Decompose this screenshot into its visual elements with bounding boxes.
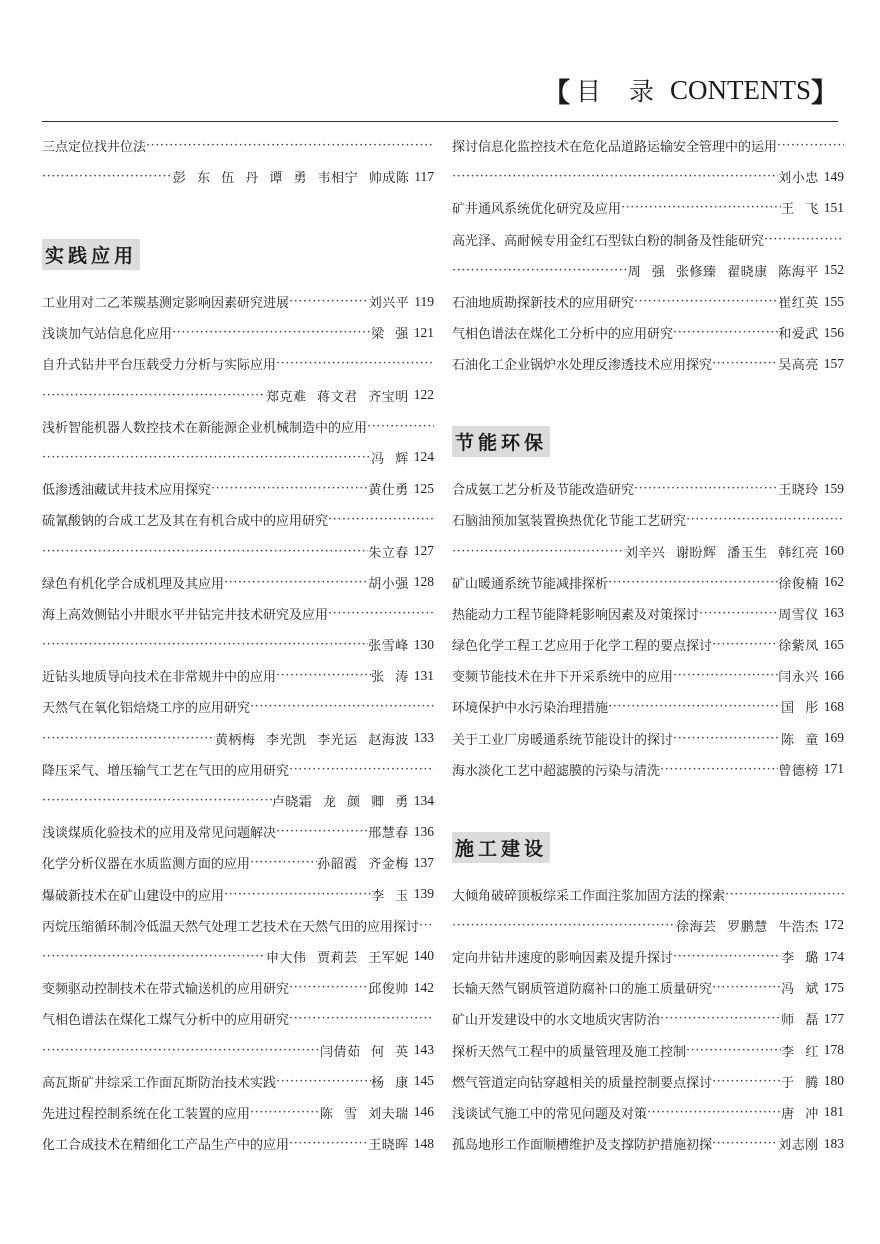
dot-leader [289,762,434,777]
toc-entry-authors: 周雪仪 [778,607,819,623]
toc-entry-title: 工业用对二乙苯羰基测定影响因素研究进展 [42,296,290,312]
toc-entry-authors: 梁 强 [371,327,409,343]
toc-entry-title: 矿山暖通系统节能减排探析 [452,576,609,592]
toc-entry-authors: 张雪峰 [368,639,409,655]
toc-entry[interactable] [452,130,844,161]
toc-entry-authors: 孙韶霞 齐金梅 [317,857,409,873]
dot-leader [712,356,778,371]
dot-leader [452,263,628,278]
toc-entry[interactable] [42,411,434,442]
toc-entry[interactable] [42,879,434,910]
toc-entry-title: 先进过程控制系统在化工装置的应用 [42,1106,251,1122]
toc-entry-title: 气相色谱法在煤化工分析中的应用研究 [452,327,674,343]
toc-entry-page: 168 [823,698,844,714]
toc-entry[interactable] [42,598,434,629]
toc-entry-title: 爆破新技术在矿山建设中的应用 [42,888,225,904]
toc-entry[interactable] [42,1003,434,1034]
toc-authors-line[interactable] [42,442,434,473]
toc-entry-authors: 曾德榜 [778,763,819,779]
toc-entry[interactable] [452,473,844,504]
toc-entry-authors: 闫永兴 [778,670,819,686]
toc-entry-title: 浅谈试气施工中的常见问题及对策 [452,1106,648,1122]
dot-leader [608,699,781,714]
dot-leader [42,793,272,808]
toc-entry[interactable] [42,910,434,941]
toc-entry[interactable] [42,972,434,1003]
toc-entry-page: 125 [413,480,434,496]
toc-entry-title: 变频节能技术在井下开采系统中的应用 [452,670,674,686]
toc-entry[interactable] [42,317,434,348]
toc-entry-page: 156 [823,324,844,340]
toc-entry-title: 长输天然气钢质管道防腐补口的施工质量研究 [452,982,713,998]
dot-leader [452,169,778,184]
toc-entry-title: 浅谈加气站信息化应用 [42,327,173,343]
left-column [42,130,434,1159]
toc-entry-title: 海上高效侧钻小井眼水平井钻完井技术研究及应用 [42,607,329,623]
contents-header [543,70,838,110]
toc-entry-authors: 刘小忠 [778,171,819,187]
toc-entry[interactable] [452,941,844,972]
dot-leader [289,294,369,309]
dot-leader [289,1011,434,1026]
dot-leader [276,824,368,839]
toc-entry[interactable] [452,754,844,785]
toc-entry-page: 146 [413,1104,434,1120]
toc-entry-authors: 冯 辉 [371,451,409,467]
dot-leader [276,668,371,683]
toc-entry-title: 气相色谱法在煤化工煤气分析中的应用研究 [42,1013,290,1029]
toc-entry-title: 矿井通风系统优化研究及应用 [452,202,622,218]
dot-leader [660,762,778,777]
toc-entry-authors: 崔红英 [778,296,819,312]
dot-leader [660,1011,781,1026]
toc-entry[interactable] [42,348,434,379]
dot-leader [42,637,368,652]
toc-entry-title: 近钻头地质导向技术在非常规井中的应用 [42,670,277,686]
toc-entry-authors: 杨 康 [371,1075,409,1091]
toc-entry[interactable] [452,317,844,348]
toc-entry-title: 海水淡化工艺中超滤膜的污染与清洗 [452,763,661,779]
toc-entry-authors: 吴高亮 [778,358,819,374]
header-divider [42,121,838,122]
toc-authors-line[interactable] [452,255,844,286]
toc-entry-page: 145 [413,1073,434,1089]
toc-entry-title: 大倾角破碎顶板综采工作面注浆加固方法的探索 [452,888,726,904]
toc-entry-page: 160 [823,543,844,559]
toc-authors-line[interactable] [42,629,434,660]
toc-authors-line[interactable] [42,723,434,754]
dot-leader [367,419,434,434]
toc-entry-title: 化学分析仪器在水质监测方面的应用 [42,857,251,873]
toc-entry-page: 128 [413,574,434,590]
toc-entry-authors: 卢晓霜 龙 颜 卿 勇 [271,795,409,811]
toc-entry-page: 175 [823,979,844,995]
bracket-right: 】 [811,77,838,109]
toc-entry-authors: 冯 斌 [781,982,819,998]
toc-entry-authors: 刘兴平 [368,296,410,312]
toc-entry-title: 关于工业厂房暖通系统节能设计的探讨 [452,732,674,748]
toc-entry-page: 134 [413,792,434,808]
dot-leader [276,1074,371,1089]
dot-leader [289,1136,368,1151]
dot-leader [419,918,434,933]
toc-entry[interactable] [452,1034,844,1065]
toc-entry[interactable] [452,879,844,910]
toc-entry-page: 139 [413,886,434,902]
toc-entry-page: 180 [823,1073,844,1089]
dot-leader [777,138,844,153]
toc-entry-page: 127 [413,543,434,559]
dot-leader [289,980,368,995]
toc-entry-authors: 闫倩茹 何 英 [319,1044,409,1060]
toc-entry-authors: 唐 冲 [781,1106,819,1122]
toc-entry-title: 三点定位找井位法 [42,140,147,156]
toc-entry-title: 变频驱动控制技术在带式输送机的应用研究 [42,982,290,998]
toc-entry-title: 孤岛地形工作面顺槽维护及支撑防护措施初探 [452,1138,713,1154]
section-spacer [452,380,844,411]
toc-entry-page: 177 [823,1010,844,1026]
toc-entry-title: 硫氰酸钠的合成工艺及其在有机合成中的应用研究 [42,514,329,530]
toc-entry-authors: 黄仕勇 [368,483,409,499]
toc-entry-authors: 王 飞 [781,202,819,218]
toc-entry-page: 140 [413,948,434,964]
section-heading [452,816,844,878]
toc-entry-title: 矿山开发建设中的水文地质灾害防治 [452,1013,661,1029]
toc-entry-title: 热能动力工程节能降耗影响因素及对策探讨 [452,607,700,623]
toc-entry-authors: 申大伟 贾莉芸 王军妮 [265,950,409,966]
toc-entry[interactable] [452,567,844,598]
dot-leader [452,544,625,559]
toc-entry[interactable] [452,348,844,379]
dot-leader [42,949,266,964]
toc-entry-page: 122 [413,387,434,403]
dot-leader [328,512,434,527]
dot-leader [686,1043,781,1058]
toc-entry-authors: 于 腾 [781,1075,819,1091]
toc-entry-authors: 李 红 [781,1044,819,1060]
toc-entry-authors: 徐俊楠 [778,576,819,592]
toc-authors-line[interactable] [42,1034,434,1065]
toc-entry-authors: 和爱武 [778,327,819,343]
toc-entry-page: 119 [414,293,434,309]
toc-entry-authors: 李 玉 [371,888,409,904]
toc-entry-authors: 周 强 张修臻 翟晓康 陈海平 [627,264,819,280]
toc-entry[interactable] [42,691,434,722]
toc-entry[interactable] [452,224,844,255]
dot-leader [42,450,371,465]
toc-entry-authors: 邱俊帅 [368,982,409,998]
toc-entry-title: 燃气管道定向钻穿越相关的质量控制要点探讨 [452,1075,713,1091]
dot-leader [224,887,371,902]
toc-entry-page: 136 [413,823,434,839]
toc-entry-page: 166 [823,667,844,683]
dot-leader [250,855,317,870]
toc-entry[interactable] [452,660,844,691]
dot-leader [712,1136,778,1151]
toc-entry-page: 121 [413,324,434,340]
toc-entry-authors: 师 磊 [781,1013,819,1029]
toc-entry-page: 148 [413,1135,434,1151]
toc-entry-page: 155 [823,293,844,309]
toc-entry-title: 高光泽、高耐候专用金红石型钛白粉的制备及性能研究 [452,233,765,249]
dot-leader [647,1105,781,1120]
toc-entry-authors: 邢慧春 [368,826,409,842]
toc-entry-title: 定向井钻井速度的影响因素及提升探讨 [452,951,674,966]
toc-entry[interactable] [42,473,434,504]
toc-entry-title: 浅谈煤质化验技术的应用及常见问题解决 [42,826,277,842]
section-heading-label: 节能环保 [452,426,550,457]
dot-leader [42,731,215,746]
dot-leader [608,575,778,590]
dot-leader [328,606,434,621]
toc-entry-page: 183 [823,1135,844,1151]
toc-entry-title: 低渗透油藏试井技术应用探究 [42,483,212,499]
toc-entry-title: 环境保护中水污染治理措施 [452,701,609,717]
dot-leader [42,388,266,403]
toc-entry-page: 159 [823,480,844,496]
toc-entry-title: 石油地质勘探新技术的应用研究 [452,296,635,312]
dot-leader [725,887,844,902]
toc-entry-title: 探讨信息化监控技术在危化品道路运输安全管理中的运用 [452,140,778,156]
toc-entry-title: 降压采气、增压输气工艺在气田的应用研究 [42,763,290,779]
dot-leader [224,575,368,590]
toc-authors-line[interactable] [42,941,434,972]
dot-leader [699,606,778,621]
dot-leader [712,980,781,995]
toc-entry-authors: 彭 东 伍 丹 谭 勇 韦相宁 帅成陈 [172,171,410,187]
dot-leader [673,949,781,964]
toc-entry[interactable] [452,972,844,1003]
toc-entry[interactable] [452,629,844,660]
dot-leader [712,637,778,652]
toc-entry-title: 浅析智能机器人数控技术在新能源企业机械制造中的应用 [42,420,368,436]
dot-leader [673,325,778,340]
toc-entry-authors: 朱立春 [368,545,409,561]
toc-entry-page: 152 [823,262,844,278]
dot-leader [621,200,781,215]
dot-leader [211,481,368,496]
dot-leader [634,294,778,309]
toc-entry-title: 石油化工企业锅炉水处理反渗透技术应用探究 [452,358,713,374]
toc-entry[interactable] [42,847,434,878]
toc-entry-page: 174 [823,948,844,964]
toc-entry[interactable] [452,504,844,535]
toc-entry-page: 142 [413,979,434,995]
toc-entry-authors: 国 彤 [781,701,819,717]
toc-entry[interactable] [42,567,434,598]
toc-entry-title: 自升式钻井平台压载受力分析与实际应用 [42,358,277,374]
right-column [452,130,844,1159]
toc-entry-title: 丙烷压缩循环制冷低温天然气处理工艺技术在天然气田的应用探讨 [42,919,420,935]
header-title-cn: 目 录 [576,77,664,106]
toc-entry-title: 合成氨工艺分析及节能改造研究 [452,483,635,499]
toc-entry[interactable] [452,1003,844,1034]
toc-entry-title: 化工合成技术在精细化工产品生产中的应用 [42,1138,290,1154]
dot-leader [250,699,434,714]
toc-authors-line[interactable] [42,380,434,411]
toc-entry-authors: 陈 雪 刘夫瑞 [319,1106,409,1122]
toc-entry-page: 171 [823,761,844,777]
section-spacer [452,785,844,816]
dot-leader [686,512,844,527]
toc-entry-title: 绿色有机化学合成机理及其应用 [42,576,225,592]
toc-entry[interactable] [42,1066,434,1097]
toc-authors-line[interactable] [42,535,434,566]
toc-entry[interactable] [42,1097,434,1128]
section-spacer [42,192,434,223]
toc-entry[interactable] [42,754,434,785]
toc-entry-authors: 陈 童 [781,732,819,748]
header-title-en: CONTENTS [670,74,811,105]
toc-entry-authors: 张 涛 [371,670,409,686]
toc-entry-page: 151 [823,199,844,215]
toc-entry-authors: 胡小强 [368,576,409,592]
toc-entry[interactable] [452,286,844,317]
toc-entry-page: 133 [413,730,434,746]
dot-leader [634,481,778,496]
toc-entry-page: 165 [823,636,844,652]
toc-entry[interactable] [452,691,844,722]
toc-authors-line[interactable] [42,785,434,816]
toc-entry-page: 178 [823,1042,844,1058]
toc-entry-title: 探析天然气工程中的质量管理及施工控制 [452,1044,687,1060]
dot-leader [250,1105,320,1120]
toc-entry-page: 162 [823,574,844,590]
toc-authors-line[interactable] [42,161,434,192]
toc-entry[interactable] [452,723,844,754]
toc-entry-title: 石脑油预加氢装置换热优化节能工艺研究 [452,514,687,530]
dot-leader [673,731,781,746]
toc-entry-title: 天然气在氧化铝焙烧工序的应用研究 [42,701,251,717]
toc-entry-title: 高瓦斯矿井综采工作面瓦斯防治技术实践 [42,1075,277,1091]
section-heading [452,411,844,473]
toc-entry-page: 143 [413,1042,434,1058]
toc-entry-page: 181 [823,1104,844,1120]
toc-entry[interactable] [42,660,434,691]
dot-leader [712,1074,781,1089]
toc-entry-authors: 王晓玲 [778,483,819,499]
toc-entry-page: 172 [823,917,844,933]
dot-leader [764,232,844,247]
dot-leader [42,1043,320,1058]
toc-entry-page: 124 [413,449,434,465]
toc-entry-page: 137 [413,854,434,870]
toc-entry-page: 131 [413,667,434,683]
toc-entry-authors: 刘志刚 [778,1138,819,1154]
toc-entry[interactable] [42,816,434,847]
toc-entry-page: 157 [823,355,844,371]
toc-entry-authors: 郑克难 蒋文君 齐宝明 [265,389,409,405]
toc-entry-page: 163 [823,605,844,621]
toc-authors-line[interactable] [452,161,844,192]
toc-authors-line[interactable] [452,910,844,941]
toc-entry-title: 绿色化学工程工艺应用于化学工程的要点探讨 [452,639,713,655]
toc-entry[interactable] [452,1097,844,1128]
toc-entry[interactable] [452,598,844,629]
toc-entry[interactable] [42,286,434,317]
toc-entry-authors: 王晓晖 [368,1138,409,1154]
toc-entry[interactable] [42,1128,434,1159]
toc-entry-authors: 黄柄梅 李光凯 李光运 赵海波 [214,732,409,748]
dot-leader [673,668,778,683]
toc-entry-authors: 徐海芸 罗鹏慧 牛浩杰 [675,919,819,935]
dot-leader [452,918,676,933]
toc-entry[interactable] [452,192,844,223]
toc-entry-authors: 刘辛兴 谢盼辉 潘玉生 韩红亮 [624,545,819,561]
dot-leader [42,169,173,184]
dot-leader [42,544,368,559]
bracket-left: 【 [543,77,571,109]
toc-entry[interactable] [42,130,434,161]
toc-entry[interactable] [452,1066,844,1097]
toc-authors-line[interactable] [452,535,844,566]
toc-entry-authors: 徐紫凤 [778,639,819,655]
section-heading-label: 实践应用 [42,239,140,270]
dot-leader [146,138,434,153]
dot-leader [276,356,434,371]
section-heading-label: 施工建设 [452,832,550,863]
toc-entry-page: 149 [823,168,844,184]
toc-entry-page: 130 [413,636,434,652]
toc-entry[interactable] [42,504,434,535]
toc-entry[interactable] [452,1128,844,1159]
dot-leader [172,325,371,340]
section-heading [42,224,434,286]
toc-entry-page: 169 [823,730,844,746]
toc-entry-authors: 李 璐 [781,951,819,966]
toc-entry-page: 117 [414,168,434,184]
